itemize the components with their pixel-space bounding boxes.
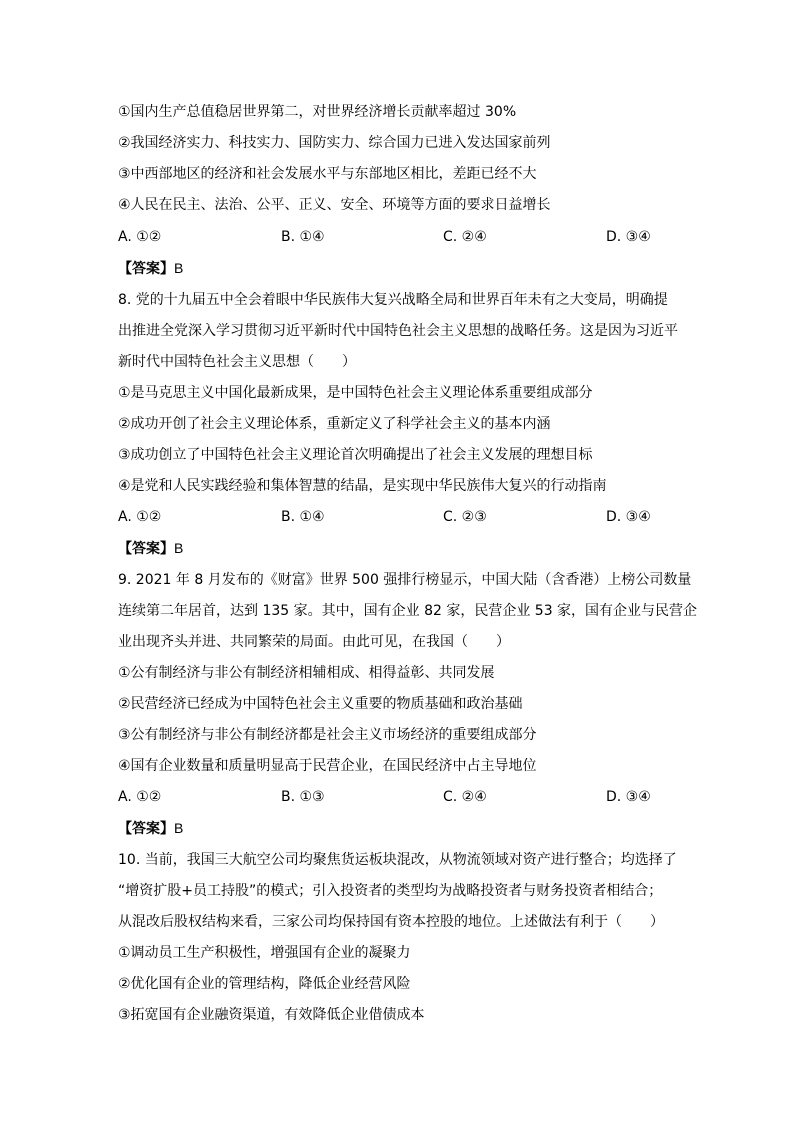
q9-answer-label: 【答案】 [118, 821, 174, 837]
q8-stem-line-3: 新时代中国特色社会主义思想（ ） [118, 354, 356, 370]
q7-answer [118, 258, 678, 279]
q8-option-d: D. ③④ [606, 509, 651, 525]
q8-option-a: A. ①② [118, 509, 162, 525]
q9-stem-line-2: 连续第二年居首，达到 135 家。其中，国有企业 82 家，民营企业 53 家，国有企业与民营企 [118, 603, 698, 619]
q8-answer-value: B [174, 540, 184, 556]
q9-answer-value: B [174, 820, 184, 836]
q9-item-3: ③公有制经济与非公有制经济都是社会主义市场经济的重要组成部分 [118, 727, 537, 743]
q8-answer [118, 538, 678, 559]
q8-options [118, 507, 678, 527]
q7-option-c: C. ②④ [443, 229, 487, 245]
q10-item-2: ②优化国有企业的管理结构，降低企业经营风险 [118, 976, 411, 992]
q8-item-3: ③成功创立了中国特色社会主义理论首次明确提出了社会主义发展的理想目标 [118, 447, 593, 463]
q7-item-3: ③中西部地区的经济和社会发展水平与东部地区相比，差距已经不大 [118, 166, 537, 182]
q8-option-c: C. ②③ [443, 509, 487, 525]
q7-item-4: ④人民在民主、法治、公平、正义、安全、环境等方面的要求日益增长 [118, 197, 551, 213]
q9-option-a: A. ①② [118, 789, 162, 805]
q9-stem-line-3: 业出现齐头并进、共同繁荣的局面。由此可见，在我国（ ） [118, 634, 510, 650]
q9-stem-line-1: 9. 2021 年 8 月发布的《财富》世界 500 强排行榜显示，中国大陆（含香港）上榜公司数量 [118, 572, 692, 588]
q7-answer-value: B [174, 260, 184, 276]
q8-item-1: ①是马克思主义中国化最新成果，是中国特色社会主义理论体系重要组成部分 [118, 385, 593, 401]
q9-item-2: ②民营经济已经成为中国特色社会主义重要的物质基础和政治基础 [118, 696, 523, 712]
q7-option-b: B. ①④ [281, 229, 325, 245]
q10-item-3: ③拓宽国有企业融资渠道，有效降低企业借债成本 [118, 1007, 425, 1023]
q10-item-1: ①调动员工生产积极性，增强国有企业的凝聚力 [118, 945, 411, 961]
q8-stem-line-1: 8. 党的十九届五中全会着眼中华民族伟大复兴战略全局和世界百年未有之大变局，明确提 [118, 292, 668, 308]
q10-stem-line-2: “增资扩股+员工持股”的模式；引入投资者的类型均为战略投资者与财务投资者相结合； [118, 883, 663, 899]
q9-options [118, 787, 678, 807]
q7-option-d: D. ③④ [606, 229, 651, 245]
q7-answer-label: 【答案】 [118, 261, 174, 277]
q9-option-c: C. ②④ [443, 789, 487, 805]
q7-option-a: A. ①② [118, 229, 162, 245]
q7-item-2: ②我国经济实力、科技实力、国防实力、综合国力已进入发达国家前列 [118, 135, 551, 151]
q8-item-2: ②成功开创了社会主义理论体系，重新定义了科学社会主义的基本内涵 [118, 416, 551, 432]
q10-stem-line-1: 10. 当前，我国三大航空公司均聚焦货运板块混改，从物流领域对资产进行整合；均选择了 [118, 852, 677, 868]
q9-option-b: B. ①③ [281, 789, 325, 805]
q8-stem-line-2: 出推进全党深入学习贯彻习近平新时代中国特色社会主义思想的战略任务。这是因为习近平 [118, 323, 678, 339]
q7-options [118, 227, 678, 247]
q8-option-b: B. ①④ [281, 509, 325, 525]
q9-item-4: ④国有企业数量和质量明显高于民营企业，在国民经济中占主导地位 [118, 758, 537, 774]
q8-item-4: ④是党和人民实践经验和集体智慧的结晶，是实现中华民族伟大复兴的行动指南 [118, 478, 607, 494]
q7-item-1: ①国内生产总值稳居世界第二，对世界经济增长贡献率超过 30% [118, 104, 517, 120]
q9-option-d: D. ③④ [606, 789, 651, 805]
q9-answer [118, 818, 678, 839]
q8-answer-label: 【答案】 [118, 541, 174, 557]
q10-stem-line-3: 从混改后股权结构来看，三家公司均保持国有资本控股的地位。上述做法有利于（ ） [118, 914, 664, 930]
q9-item-1: ①公有制经济与非公有制经济相辅相成、相得益彰、共同发展 [118, 665, 495, 681]
